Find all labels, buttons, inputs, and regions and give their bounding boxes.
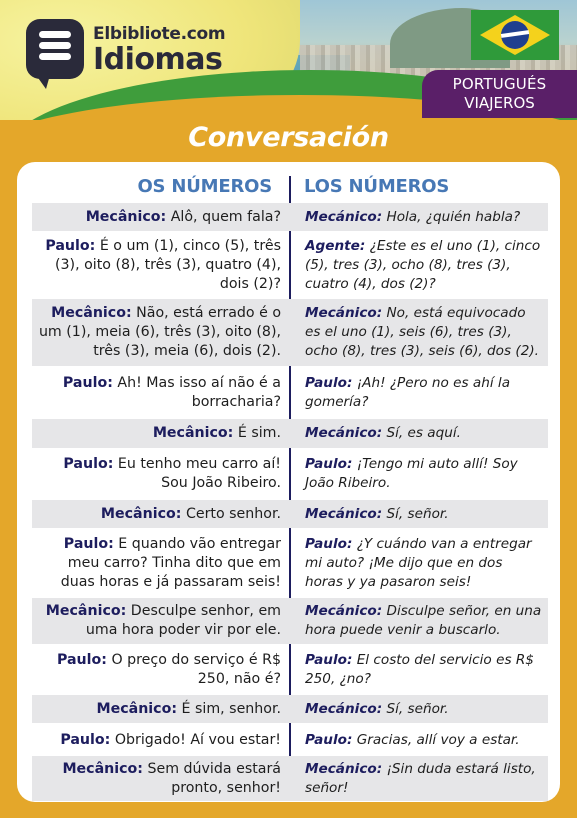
portuguese-line [32, 203, 288, 231]
spanish-line [288, 234, 548, 296]
dialogue-row [32, 647, 548, 692]
portuguese-speaker: Mecânico: [100, 505, 182, 522]
spanish-speaker: Mecánico: [305, 208, 383, 225]
spanish-text: Hola, ¿quién habla? [382, 208, 521, 225]
header-banner [0, 0, 577, 120]
spanish-line [288, 419, 548, 448]
spanish-text: ¿Este es el uno (1), cinco (5), tres (3), ocho (8), tres (3), cuatro (4), dos (2)? [305, 237, 541, 292]
column-header-portuguese: OS NÚMEROS [137, 176, 272, 197]
spanish-line [288, 203, 548, 231]
portuguese-line [32, 598, 288, 644]
portuguese-line [32, 500, 288, 528]
spanish-text: ¡Sin duda estará listo, señor! [305, 760, 536, 796]
spanish-line [288, 647, 548, 692]
portuguese-text: Sem dúvida estará pronto, senhor! [142, 760, 281, 796]
spanish-text: Sí, señor. [382, 505, 449, 522]
dialogue-row [32, 756, 548, 801]
spanish-speaker: Paulo: [305, 651, 353, 668]
portuguese-text: É o um (1), cinco (5), três (3), oito (8), três (3), quatro (4), dois (2)? [54, 237, 281, 292]
portuguese-speaker: Mecânico: [85, 208, 167, 225]
spanish-speaker: Agente: [305, 237, 366, 254]
portuguese-speaker: Paulo: [56, 651, 107, 668]
portuguese-line [32, 647, 288, 692]
dialogue-row [32, 598, 548, 644]
dialogue-row [32, 234, 548, 296]
spanish-speaker: Paulo: [305, 535, 353, 552]
spanish-speaker: Paulo: [305, 731, 353, 748]
portuguese-speaker: Mecânico: [51, 305, 132, 321]
spanish-speaker: Paulo: [305, 456, 353, 472]
spanish-line [288, 598, 548, 644]
portuguese-line [32, 234, 288, 296]
portuguese-line [32, 451, 288, 497]
portuguese-speaker: Paulo: [63, 535, 114, 552]
logo-icon [26, 19, 84, 79]
spanish-speaker: Mecánico: [305, 425, 383, 441]
portuguese-text: É sim, senhor. [177, 700, 281, 717]
spanish-text: Gracias, allí voy a estar. [352, 731, 520, 748]
spanish-line [288, 531, 548, 595]
spanish-text: El costo del servicio es R$ 250, ¿no? [305, 651, 534, 687]
dialogue-row [32, 531, 548, 595]
portuguese-speaker: Paulo: [63, 456, 114, 472]
dialogue-row [32, 451, 548, 497]
conversation-card [17, 162, 560, 802]
logo-subject: Idiomas [93, 42, 223, 77]
spanish-line [288, 695, 548, 723]
spanish-line [288, 726, 548, 754]
portuguese-speaker: Mecânico: [96, 700, 178, 717]
portuguese-line [32, 369, 288, 416]
portuguese-speaker: Mecânico: [45, 603, 127, 619]
spanish-speaker: Paulo: [305, 374, 353, 391]
portuguese-text: O preço do serviço é R$ 250, não é? [106, 651, 281, 687]
level-tab [422, 70, 577, 118]
spanish-line [288, 299, 548, 366]
portuguese-text: Não, está errado é o um (1), meia (6), três (3), oito (8), três (3), meia (6), dois (2). [38, 305, 281, 359]
spanish-text: Sí, es aquí. [382, 425, 461, 441]
dialogue-row [32, 203, 548, 231]
level-category: VIAJEROS [464, 94, 535, 112]
spanish-text: ¡Tengo mi auto allí! Soy João Ribeiro. [305, 456, 518, 491]
portuguese-text: E quando vão entregar meu carro? Tinha dito que em duas horas e já passaram seis! [60, 535, 281, 590]
spanish-speaker: Mecánico: [305, 305, 383, 321]
portuguese-text: Desculpe senhor, em uma hora poder vir por ele. [85, 603, 281, 638]
spanish-line [288, 500, 548, 528]
spanish-speaker: Mecánico: [305, 760, 383, 777]
portuguese-speaker: Mecânico: [152, 425, 234, 441]
spanish-text: ¡Ah! ¿Pero no es ahí la gomería? [305, 374, 511, 410]
portuguese-line [32, 531, 288, 595]
portuguese-line [32, 756, 288, 801]
dialogue-row [32, 419, 548, 448]
portuguese-line [32, 299, 288, 366]
portuguese-text: Eu tenho meu carro aí! Sou João Ribeiro. [113, 456, 281, 491]
portuguese-speaker: Mecânico: [62, 760, 143, 777]
portuguese-speaker: Paulo: [45, 237, 96, 254]
portuguese-speaker: Paulo: [60, 731, 111, 748]
spanish-text: Sí, señor. [382, 700, 449, 717]
portuguese-line [32, 695, 288, 723]
brazil-flag-icon [471, 10, 559, 60]
portuguese-line [32, 419, 288, 448]
portuguese-line [32, 726, 288, 754]
logo-site-name: Elbibliote.com [93, 24, 226, 44]
portuguese-text: Certo senhor. [181, 505, 281, 522]
portuguese-text: Ah! Mas isso aí não é a borracharia? [112, 374, 281, 410]
spanish-speaker: Mecánico: [305, 603, 383, 619]
column-header-spanish: LOS NÚMEROS [304, 176, 450, 197]
portuguese-text: É sim. [233, 425, 281, 441]
spanish-text: Disculpe señor, en una hora puede venir a buscarlo. [305, 603, 542, 638]
spanish-line [288, 756, 548, 801]
logo-bars [39, 31, 71, 67]
portuguese-text: Obrigado! Aí vou estar! [110, 731, 281, 748]
dialogue-row [32, 695, 548, 723]
level-language: PORTUGUÉS [452, 75, 547, 93]
portuguese-speaker: Paulo: [62, 374, 113, 391]
spanish-text: ¿Y cuándo van a entregar mi auto? ¡Me dijo que en dos horas y ya pasaron seis! [305, 535, 532, 590]
portuguese-text: Alô, quem fala? [166, 208, 281, 225]
dialogue-row [32, 369, 548, 416]
dialogue-row [32, 299, 548, 366]
spanish-line [288, 369, 548, 416]
spanish-speaker: Mecánico: [305, 505, 383, 522]
page-title: Conversación [188, 122, 389, 153]
spanish-speaker: Mecánico: [305, 700, 383, 717]
dialogue-row [32, 500, 548, 528]
dialogue-row [32, 726, 548, 754]
spanish-text: No, está equivocado es el uno (1), seis (6), tres (3), ocho (8), tres (3), seis (6), dos (2). [305, 305, 539, 359]
spanish-line [288, 451, 548, 497]
